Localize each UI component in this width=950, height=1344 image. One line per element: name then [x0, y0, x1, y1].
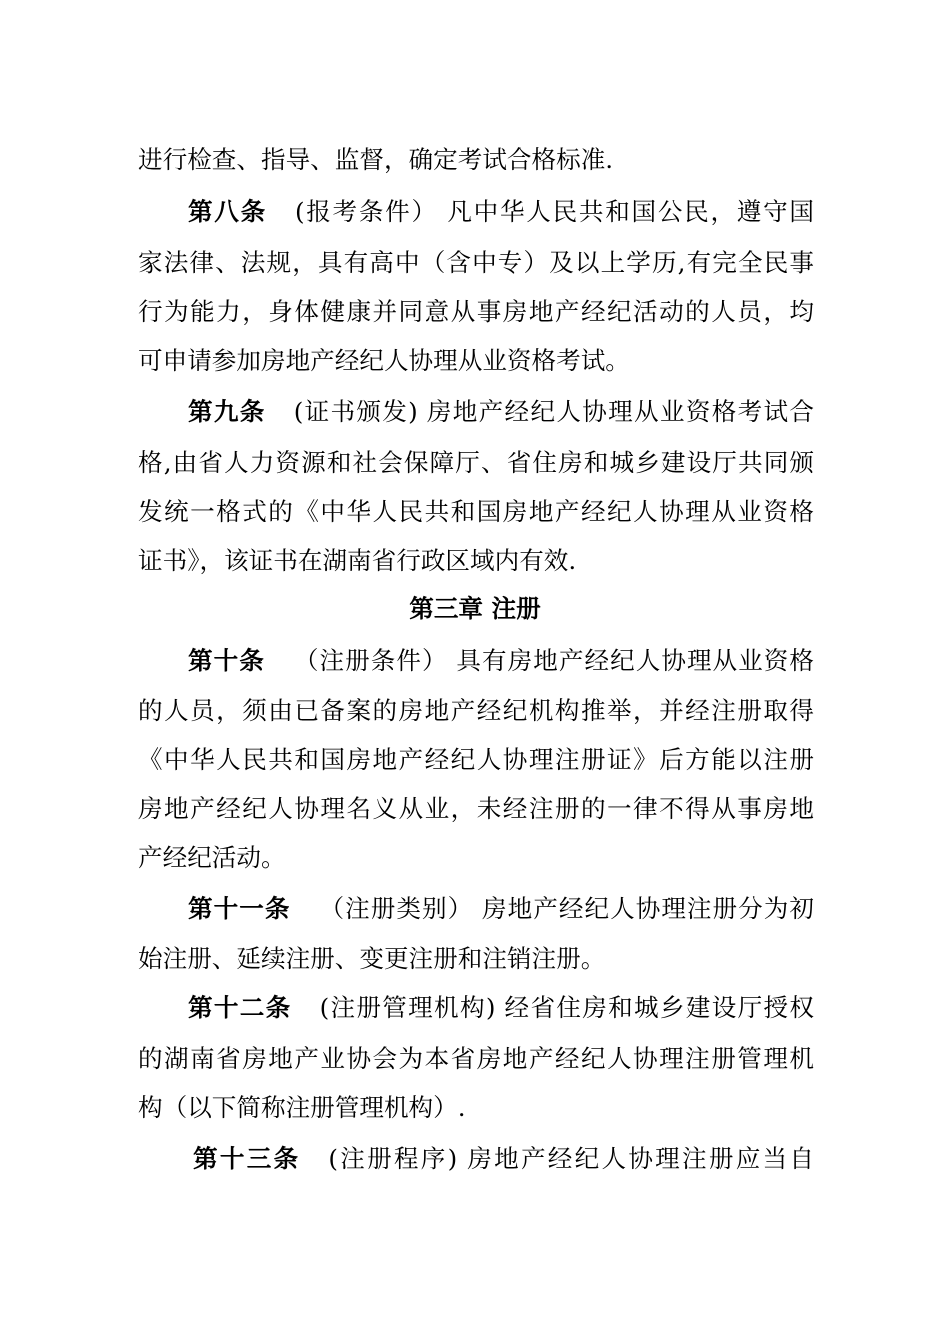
- article-10-line-3: 《中华人民共和国房地产经纪人协理注册证》后方能以注册: [138, 745, 814, 774]
- article-12-line-2: 的湖南省房地产业协会为本省房地产经纪人协理注册管理机: [138, 1044, 814, 1073]
- article-8-line-3: 行为能力，身体健康并同意从事房地产经纪活动的人员，均: [138, 297, 814, 326]
- article-8-label: 第八条: [188, 197, 267, 226]
- article-11-label: 第十一条: [188, 894, 291, 923]
- article-10-line-5: 产经纪活动。: [138, 843, 286, 872]
- article-9-label: 第九条: [188, 397, 266, 426]
- article-13-label: 第十三条: [193, 1144, 301, 1173]
- article-9-line-4: 证书》，该证书在湖南省行政区域内有效.: [138, 546, 577, 575]
- article-11-line-2: 始注册、延续注册、变更注册和注销注册。: [138, 944, 606, 973]
- article-8-line-2: 家法律、法规，具有高中（含中专）及以上学历,有完全民事: [138, 248, 814, 277]
- article-8-text: (报考条件） 凡中华人民共和国公民，遵守国: [294, 197, 814, 226]
- article-12-text: (注册管理机构) 经省住房和城乡建设厅授权: [319, 993, 814, 1022]
- article-12-line-3: 构（以下简称注册管理机构）.: [138, 1093, 466, 1122]
- article-10-line-4: 房地产经纪人协理名义从业，未经注册的一律不得从事房地: [138, 794, 814, 823]
- article-9-text: (证书颁发) 房地产经纪人协理从业资格考试合: [293, 397, 814, 426]
- article-9-line-1: [188, 392, 814, 432]
- article-13-line-1: [193, 1139, 814, 1179]
- article-11-text: （注册类别） 房地产经纪人协理注册分为初: [318, 894, 814, 923]
- chapter-heading: 第三章 注册: [409, 594, 541, 623]
- article-12-line-1: [188, 988, 814, 1028]
- article-11-line-1: [188, 889, 814, 929]
- article-10-line-2: 的人员，须由已备案的房地产经纪机构推举，并经注册取得: [138, 696, 814, 725]
- article-9-line-3: 发统一格式的《中华人民共和国房地产经纪人协理从业资格: [138, 497, 814, 526]
- paragraph-line: 进行检查、指导、监督，确定考试合格标准.: [138, 145, 614, 174]
- article-9-line-2: 格,由省人力资源和社会保障厅、省住房和城乡建设厅共同颁: [138, 448, 814, 477]
- article-8-line-4: 可申请参加房地产经纪人协理从业资格考试。: [138, 346, 630, 375]
- article-8-line-1: [188, 192, 814, 232]
- article-10-text: （注册条件） 具有房地产经纪人协理从业资格: [292, 646, 814, 675]
- article-13-text: (注册程序) 房地产经纪人协理注册应当自: [328, 1144, 814, 1173]
- article-10-label: 第十条: [188, 646, 265, 675]
- article-10-line-1: [188, 641, 814, 681]
- article-12-label: 第十二条: [188, 993, 292, 1022]
